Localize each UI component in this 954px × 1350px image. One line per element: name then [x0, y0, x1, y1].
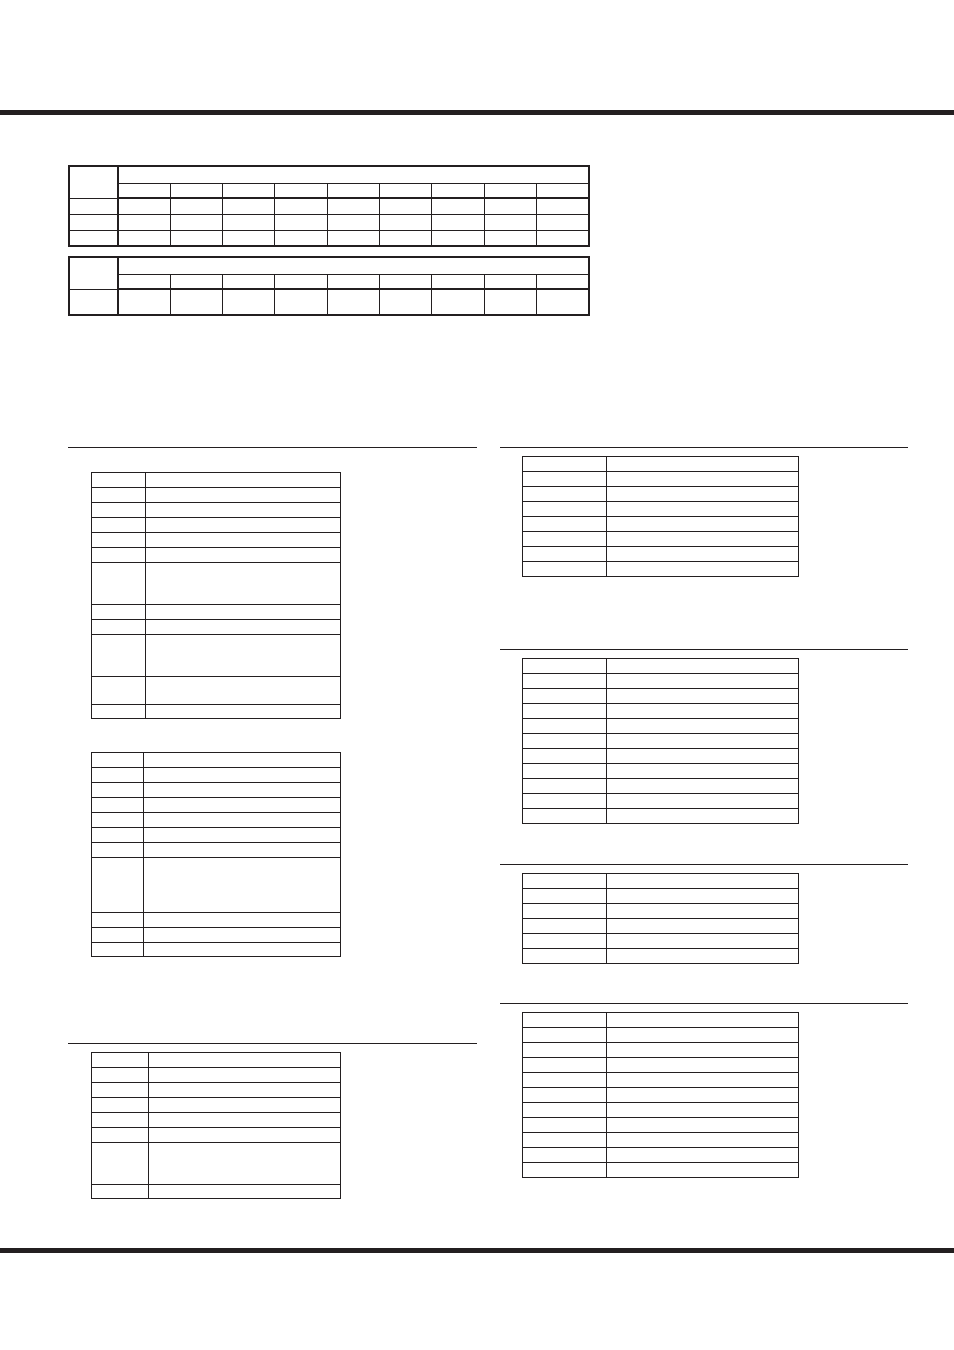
table-cell [146, 548, 341, 563]
table-cell [144, 943, 341, 957]
section-rule [500, 1003, 908, 1004]
grid-a-col-header [275, 183, 327, 198]
table-cell [537, 230, 589, 246]
top-grid-b [68, 256, 590, 316]
table-cell [380, 289, 432, 315]
table-cell [607, 1013, 799, 1028]
grid-a-row [69, 214, 589, 230]
table-cell [523, 779, 607, 794]
table-cell [523, 1073, 607, 1088]
grid-b-row [69, 289, 589, 315]
table-row [523, 1013, 799, 1028]
table-cell [523, 1148, 607, 1163]
table-cell [146, 635, 341, 677]
table-row [92, 798, 341, 813]
table-cell [144, 753, 341, 768]
table-cell [149, 1143, 341, 1185]
table-cell [607, 809, 799, 824]
table-cell [144, 783, 341, 798]
table-cell [118, 289, 170, 315]
table-cell [607, 749, 799, 764]
table-cell [523, 809, 607, 824]
table-cell [523, 704, 607, 719]
table-cell [146, 518, 341, 533]
table-cell [92, 1053, 149, 1068]
table-cell [523, 517, 607, 532]
table-cell [118, 230, 170, 246]
table-cell [275, 198, 327, 214]
table-cell [523, 889, 607, 904]
table-cell [144, 913, 341, 928]
table-row [92, 1098, 341, 1113]
table-cell [92, 563, 146, 605]
table-cell [327, 198, 379, 214]
table-row [523, 889, 799, 904]
table-cell [149, 1068, 341, 1083]
table-cell [92, 913, 144, 928]
table-row [92, 943, 341, 957]
grid-a-row [69, 198, 589, 214]
spec-table [522, 658, 799, 824]
grid-b-col-header [432, 274, 484, 289]
table-row [523, 749, 799, 764]
table-row [92, 1083, 341, 1098]
table-cell [92, 1128, 149, 1143]
grid-b-col-header [537, 274, 589, 289]
table-row [523, 1118, 799, 1133]
table-cell [523, 1043, 607, 1058]
table-cell [484, 198, 536, 214]
table-cell [484, 214, 536, 230]
table-cell [432, 289, 484, 315]
table-cell [607, 794, 799, 809]
table-row [523, 779, 799, 794]
table-row [92, 768, 341, 783]
table-cell [92, 635, 146, 677]
grid-a-col-header [432, 183, 484, 198]
table-cell [92, 488, 146, 503]
table-cell [607, 659, 799, 674]
table-cell [380, 198, 432, 214]
table-row [523, 719, 799, 734]
table-cell [607, 949, 799, 964]
table-row [92, 828, 341, 843]
table-row [92, 620, 341, 635]
grid-b-col-header [223, 274, 275, 289]
table-row [69, 274, 589, 289]
grid-b-col-header [380, 274, 432, 289]
table-cell [607, 517, 799, 532]
bottom-bar [0, 1248, 954, 1253]
table-cell [523, 1118, 607, 1133]
table-cell [275, 289, 327, 315]
table-cell [607, 719, 799, 734]
table-cell [432, 214, 484, 230]
table-cell [484, 230, 536, 246]
table-row [523, 547, 799, 562]
table-cell [523, 472, 607, 487]
table-cell [92, 677, 146, 705]
table-cell [523, 874, 607, 889]
table-cell [523, 749, 607, 764]
table-cell [537, 289, 589, 315]
table-cell [223, 198, 275, 214]
table-cell [92, 753, 144, 768]
table-cell [607, 919, 799, 934]
table-row [92, 1185, 341, 1199]
table-cell [523, 904, 607, 919]
table-cell [523, 1013, 607, 1028]
table-cell [432, 230, 484, 246]
table-cell [170, 289, 222, 315]
table-cell [144, 858, 341, 913]
table-cell [380, 230, 432, 246]
table-row [92, 705, 341, 719]
table-cell [484, 289, 536, 315]
table-cell [523, 487, 607, 502]
table-cell [92, 518, 146, 533]
table-row [92, 563, 341, 605]
table-row [69, 257, 589, 274]
table-row [523, 1103, 799, 1118]
grid-b-corner-cell [69, 257, 118, 289]
table-cell [92, 943, 144, 957]
grid-a-corner-cell [69, 166, 118, 198]
table-row [92, 518, 341, 533]
table-cell [146, 533, 341, 548]
table-cell [146, 563, 341, 605]
table-cell [607, 562, 799, 577]
table-cell [146, 620, 341, 635]
spec-table [91, 472, 341, 719]
table-cell [149, 1185, 341, 1199]
table-cell [523, 689, 607, 704]
table-cell [92, 1185, 149, 1199]
table-cell [607, 764, 799, 779]
grid-b-col-header [327, 274, 379, 289]
table-cell [92, 548, 146, 563]
table-cell [523, 502, 607, 517]
table-cell [523, 734, 607, 749]
table-row [92, 488, 341, 503]
table-cell [144, 798, 341, 813]
table-row [92, 913, 341, 928]
table-row [523, 1043, 799, 1058]
table-cell [607, 704, 799, 719]
table-cell [607, 889, 799, 904]
table-cell [523, 719, 607, 734]
table-cell [144, 768, 341, 783]
table-cell [92, 1083, 149, 1098]
table-cell [523, 532, 607, 547]
spec-table [91, 752, 341, 957]
grid-a-col-header [484, 183, 536, 198]
table-row [523, 919, 799, 934]
table-cell [92, 533, 146, 548]
table-row [523, 472, 799, 487]
table-row [523, 934, 799, 949]
section-rule [500, 864, 908, 865]
grid-a-col-header [223, 183, 275, 198]
table-cell [146, 605, 341, 620]
table-cell [523, 934, 607, 949]
table-row [92, 783, 341, 798]
table-row [92, 677, 341, 705]
table-row [92, 1143, 341, 1185]
table-row [92, 605, 341, 620]
table-cell [144, 843, 341, 858]
grid-a-col-header [537, 183, 589, 198]
table-cell [144, 828, 341, 843]
table-row [523, 949, 799, 964]
table-cell [523, 1028, 607, 1043]
table-cell [523, 794, 607, 809]
table-cell [607, 1163, 799, 1178]
table-cell [92, 473, 146, 488]
table-cell [223, 214, 275, 230]
grid-a-row [69, 230, 589, 246]
table-cell [523, 1088, 607, 1103]
table-cell [170, 198, 222, 214]
table-cell [149, 1053, 341, 1068]
table-cell [380, 214, 432, 230]
table-row [523, 764, 799, 779]
table-cell [223, 289, 275, 315]
table-cell [146, 503, 341, 518]
table-cell [327, 214, 379, 230]
table-row [523, 1058, 799, 1073]
table-cell [523, 949, 607, 964]
table-cell [537, 214, 589, 230]
table-cell [92, 828, 144, 843]
table-cell [327, 289, 379, 315]
table-cell [92, 843, 144, 858]
table-cell [607, 1118, 799, 1133]
table-cell [607, 472, 799, 487]
table-cell [146, 705, 341, 719]
spec-table [522, 873, 799, 964]
table-cell [92, 858, 144, 913]
table-cell [144, 813, 341, 828]
table-row [523, 502, 799, 517]
table-cell [523, 547, 607, 562]
grid-a-span-header [118, 166, 589, 183]
table-cell [69, 289, 118, 315]
table-row [69, 183, 589, 198]
table-row [523, 874, 799, 889]
table-cell [607, 457, 799, 472]
table-row [92, 813, 341, 828]
table-cell [607, 1073, 799, 1088]
table-cell [607, 502, 799, 517]
section-rule [68, 447, 477, 448]
grid-b-span-header [118, 257, 589, 274]
table-cell [607, 1133, 799, 1148]
table-cell [275, 214, 327, 230]
grid-a-col-header [118, 183, 170, 198]
table-row [92, 635, 341, 677]
table-cell [523, 1058, 607, 1073]
table-row [523, 517, 799, 532]
grid-b-col-header [275, 274, 327, 289]
table-cell [146, 488, 341, 503]
table-cell [607, 1148, 799, 1163]
table-cell [118, 198, 170, 214]
table-cell [170, 230, 222, 246]
table-cell [607, 674, 799, 689]
table-row [92, 1128, 341, 1143]
table-cell [327, 230, 379, 246]
table-row [523, 1088, 799, 1103]
table-cell [275, 230, 327, 246]
table-cell [149, 1083, 341, 1098]
table-cell [92, 783, 144, 798]
grid-b-col-header [170, 274, 222, 289]
spec-table [522, 456, 799, 577]
table-cell [92, 705, 146, 719]
table-row [523, 809, 799, 824]
table-row [523, 457, 799, 472]
table-row [523, 1148, 799, 1163]
table-cell [92, 928, 144, 943]
table-cell [92, 798, 144, 813]
table-cell [607, 487, 799, 502]
table-cell [523, 764, 607, 779]
table-row [523, 562, 799, 577]
table-cell [523, 562, 607, 577]
table-row [523, 689, 799, 704]
table-cell [523, 1103, 607, 1118]
table-row [92, 473, 341, 488]
table-cell [149, 1128, 341, 1143]
table-cell [92, 1143, 149, 1185]
table-cell [92, 503, 146, 518]
table-cell [118, 214, 170, 230]
grid-a-col-header [170, 183, 222, 198]
table-cell [523, 1133, 607, 1148]
table-cell [92, 768, 144, 783]
table-cell [92, 1113, 149, 1128]
table-row [92, 753, 341, 768]
grid-b-col-header [484, 274, 536, 289]
section-rule [68, 1043, 477, 1044]
section-rule [500, 649, 908, 650]
table-cell [223, 230, 275, 246]
table-cell [607, 934, 799, 949]
table-row [92, 1068, 341, 1083]
table-row [523, 1133, 799, 1148]
table-row [523, 704, 799, 719]
table-cell [523, 457, 607, 472]
spec-table [522, 1012, 799, 1178]
table-row [92, 928, 341, 943]
table-row [523, 1028, 799, 1043]
grid-a-col-header [380, 183, 432, 198]
table-row [523, 734, 799, 749]
table-row [523, 1163, 799, 1178]
table-cell [146, 473, 341, 488]
grid-b-col-header [118, 274, 170, 289]
table-cell [432, 198, 484, 214]
table-row [92, 1053, 341, 1068]
spec-table [91, 1052, 341, 1199]
table-cell [607, 779, 799, 794]
table-row [92, 843, 341, 858]
table-cell [144, 928, 341, 943]
table-cell [607, 1103, 799, 1118]
table-row [69, 166, 589, 183]
table-cell [92, 1068, 149, 1083]
table-cell [92, 1098, 149, 1113]
table-cell [607, 532, 799, 547]
section-rule [500, 447, 908, 448]
table-row [523, 904, 799, 919]
table-cell [69, 230, 118, 246]
table-row [92, 1113, 341, 1128]
top-grid-a [68, 165, 590, 247]
table-cell [607, 1058, 799, 1073]
table-cell [149, 1113, 341, 1128]
table-cell [537, 198, 589, 214]
table-row [523, 659, 799, 674]
table-cell [92, 605, 146, 620]
table-row [523, 674, 799, 689]
table-cell [69, 198, 118, 214]
table-row [523, 532, 799, 547]
table-cell [92, 813, 144, 828]
table-row [92, 858, 341, 913]
table-cell [69, 214, 118, 230]
table-cell [607, 1028, 799, 1043]
table-cell [523, 919, 607, 934]
table-cell [607, 874, 799, 889]
table-cell [523, 1163, 607, 1178]
table-row [92, 533, 341, 548]
table-cell [607, 1043, 799, 1058]
table-row [523, 487, 799, 502]
table-cell [607, 689, 799, 704]
table-cell [92, 620, 146, 635]
table-cell [170, 214, 222, 230]
table-row [523, 1073, 799, 1088]
table-row [92, 548, 341, 563]
table-cell [607, 734, 799, 749]
table-cell [146, 677, 341, 705]
table-cell [607, 547, 799, 562]
table-cell [607, 904, 799, 919]
table-cell [523, 674, 607, 689]
table-cell [149, 1098, 341, 1113]
table-cell [523, 659, 607, 674]
top-bar [0, 110, 954, 115]
grid-a-col-header [327, 183, 379, 198]
table-row [92, 503, 341, 518]
table-row [523, 794, 799, 809]
table-cell [607, 1088, 799, 1103]
